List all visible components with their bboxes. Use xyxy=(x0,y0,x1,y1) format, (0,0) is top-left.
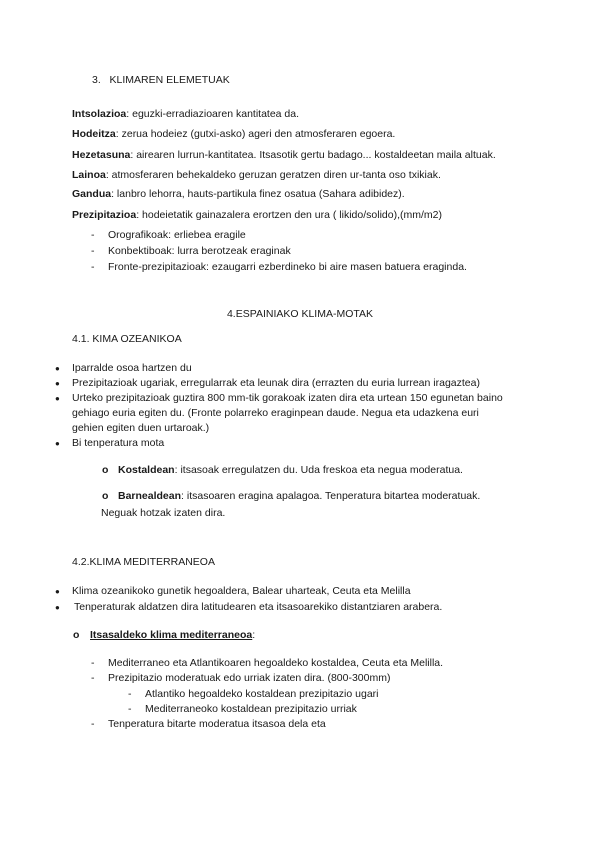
definition-intsolazioa: Intsolazioa: eguzki-erradiazioaren kantitatea da. xyxy=(72,108,300,120)
dash-marker: - xyxy=(128,703,132,715)
bullet-marker: ● xyxy=(55,394,60,403)
oceanic-barnealdean: Barnealdean: itsasoaren eragina apalagoa. Tenperatura bitartea moderatuak. xyxy=(118,490,481,502)
subtype-orografikoak: Orografikoak: erliebea eragile xyxy=(108,229,246,241)
coastal-heading: Itsasaldeko klima mediterraneoa: xyxy=(90,629,256,641)
bullet-marker: ● xyxy=(55,364,60,373)
oceanic-barnealdean-cont: Neguak hotzak izaten dira. xyxy=(101,507,226,519)
definition-prezipitazioa: Prezipitazioa: hodeietatik gainazalera erortzen den ura ( likido/solido),(mm/m2) xyxy=(72,209,442,221)
definition-hodeitza: Hodeitza: zerua hodeiez (gutxi-asko) ageri den atmosferaren egoera. xyxy=(72,128,396,140)
mediterranean-item-1: Mediterraneo eta Atlantikoaren hegoaldeko kostaldea, Ceuta eta Melilla. xyxy=(108,657,444,669)
mediterranean-item-2: Prezipitazio moderatuak edo urriak izaten dira. (800-300mm) xyxy=(108,672,391,684)
mediterranean-item-3: Tenperatura bitarte moderatua itsasoa dela eta xyxy=(108,718,326,730)
bullet-marker: ● xyxy=(55,439,60,448)
mediterranean-bullet-2: Tenperaturak aldatzen dira latitudearen eta itsasoarekiko distantziaren arabera. xyxy=(74,601,443,613)
definition-hezetasuna: Hezetasuna: airearen lurrun-kantitatea. Itsasotik gertu badago... kostaldeetan maila altuak. xyxy=(72,149,496,161)
nested-item-1: Atlantiko hegoaldeko kostaldean prezipitazio ugari xyxy=(145,688,379,700)
subtype-konbektiboak: Konbektiboak: lurra berotzeak eraginak xyxy=(108,245,291,257)
oceanic-bullet-1: Iparralde osoa hartzen du xyxy=(72,362,192,374)
circle-marker: o xyxy=(102,464,109,476)
section-3-heading xyxy=(92,74,230,87)
oceanic-heading: 4.1. KIMA OZEANIKOA xyxy=(72,333,182,345)
dash-marker: - xyxy=(128,688,132,700)
nested-item-2: Mediterraneoko kostaldean prezipitazio urriak xyxy=(145,703,357,715)
circle-marker: o xyxy=(102,490,109,502)
dash-marker: - xyxy=(91,672,95,684)
section-4-title: 4.ESPAINIAKO KLIMA-MOTAK xyxy=(226,308,374,320)
section-3-title: KLIMAREN ELEMETUAK xyxy=(109,74,230,86)
definition-gandua: Gandua: lanbro lehorra, hauts-partikula finez osatua (Sahara adibidez). xyxy=(72,188,405,200)
bullet-marker: ● xyxy=(55,379,60,388)
bullet-marker: ● xyxy=(55,587,60,596)
dash-marker: - xyxy=(91,229,95,241)
subtype-fronte: Fronte-prezipitazioak: ezaugarri ezberdineko bi aire masen batuera eraginda. xyxy=(108,261,467,273)
bullet-marker: ● xyxy=(55,603,60,612)
circle-marker: o xyxy=(73,629,80,641)
oceanic-bullet-3-line2: gehiago euria egiten du. (Fronte polarreko eraginpean daude. Negua eta udazkena euri xyxy=(72,407,479,419)
mediterranean-bullet-1: Klima ozeanikoko gunetik hegoaldera, Balear uharteak, Ceuta eta Melilla xyxy=(72,585,411,597)
oceanic-bullet-2: Prezipitazioak ugariak, erregularrak eta leunak dira (errazten du euria lurrean iragaztea) xyxy=(72,377,480,389)
definition-lainoa: Lainoa: atmosferaren behekaldeko geruzan geratzen diren ur-tanta oso txikiak. xyxy=(72,169,441,181)
oceanic-bullet-3-line3: gehien egiten duen urtaroak.) xyxy=(72,422,210,434)
mediterranean-heading: 4.2.KLIMA MEDITERRANEOA xyxy=(72,556,215,568)
dash-marker: - xyxy=(91,245,95,257)
dash-marker: - xyxy=(91,718,95,730)
dash-marker: - xyxy=(91,261,95,273)
oceanic-bullet-4: Bi tenperatura mota xyxy=(72,437,165,449)
oceanic-kostaldean: Kostaldean: itsasoak erregulatzen du. Uda freskoa eta negua moderatua. xyxy=(118,464,463,476)
dash-marker: - xyxy=(91,657,95,669)
section-3-number: 3. xyxy=(92,74,101,86)
oceanic-bullet-3-line1: Urteko prezipitazioak guztira 800 mm-tik gorakoak izaten dira eta urtean 150 egunetan baino xyxy=(72,392,503,404)
